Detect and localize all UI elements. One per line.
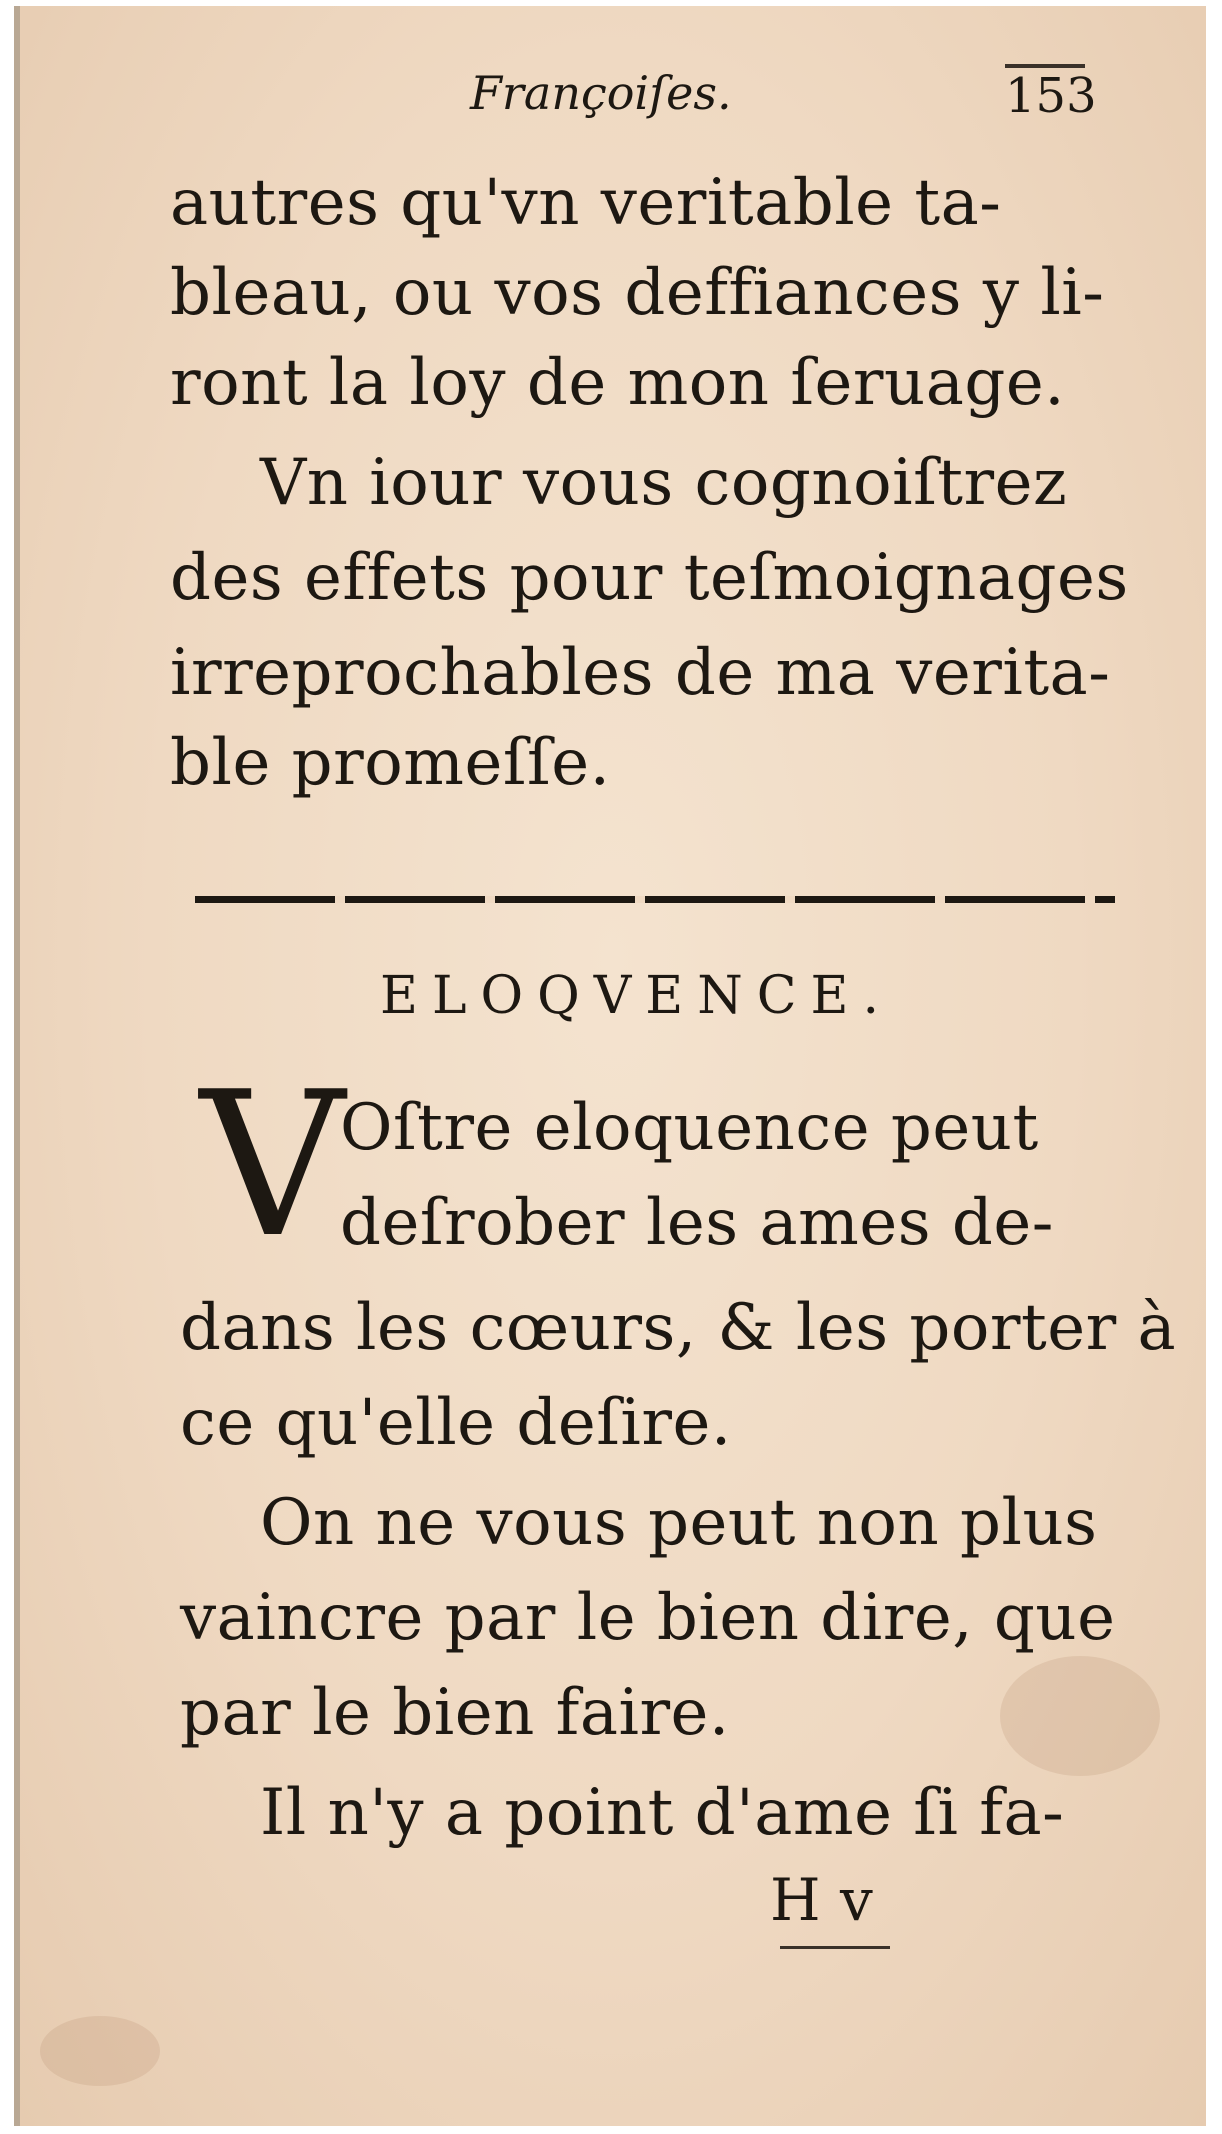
drop-cap: V xyxy=(200,1049,345,1282)
paper-stain xyxy=(40,2016,160,2086)
text-line: irreprochables de ma verita- xyxy=(170,636,1111,710)
text-line: ce qu'elle deſire. xyxy=(180,1386,732,1460)
text-line: dans les cœurs, & les porter à xyxy=(180,1291,1177,1365)
section-title: ELOQVENCE. xyxy=(380,966,894,1026)
text-line: bleau, ou vos deffiances y li- xyxy=(170,256,1105,330)
text-line: Oſtre eloquence peut xyxy=(340,1091,1039,1165)
page-number: 153 xyxy=(1005,68,1097,124)
book-page xyxy=(14,6,1206,2126)
text-line: vaincre par le bien dire, que xyxy=(180,1581,1116,1655)
text-line: autres qu'vn veritable ta- xyxy=(170,166,1002,240)
text-line: Vn iour vous cognoiſtrez xyxy=(260,446,1068,520)
text-line: Il n'y a point d'ame ſi fa- xyxy=(260,1776,1065,1850)
section-divider xyxy=(195,896,1115,903)
signature-underline xyxy=(780,1946,890,1949)
paper-stain xyxy=(1000,1656,1160,1776)
text-line: ble promeſſe. xyxy=(170,726,611,800)
text-line: par le bien faire. xyxy=(180,1676,730,1750)
text-line: On ne vous peut non plus xyxy=(260,1486,1098,1560)
text-line: deſrober les ames de- xyxy=(340,1186,1054,1260)
text-line: des effets pour teſmoignages xyxy=(170,541,1129,615)
text-line: ront la loy de mon ſeruage. xyxy=(170,346,1066,420)
running-header-title: Françoiſes. xyxy=(470,66,732,120)
signature-mark: H v xyxy=(770,1866,874,1934)
